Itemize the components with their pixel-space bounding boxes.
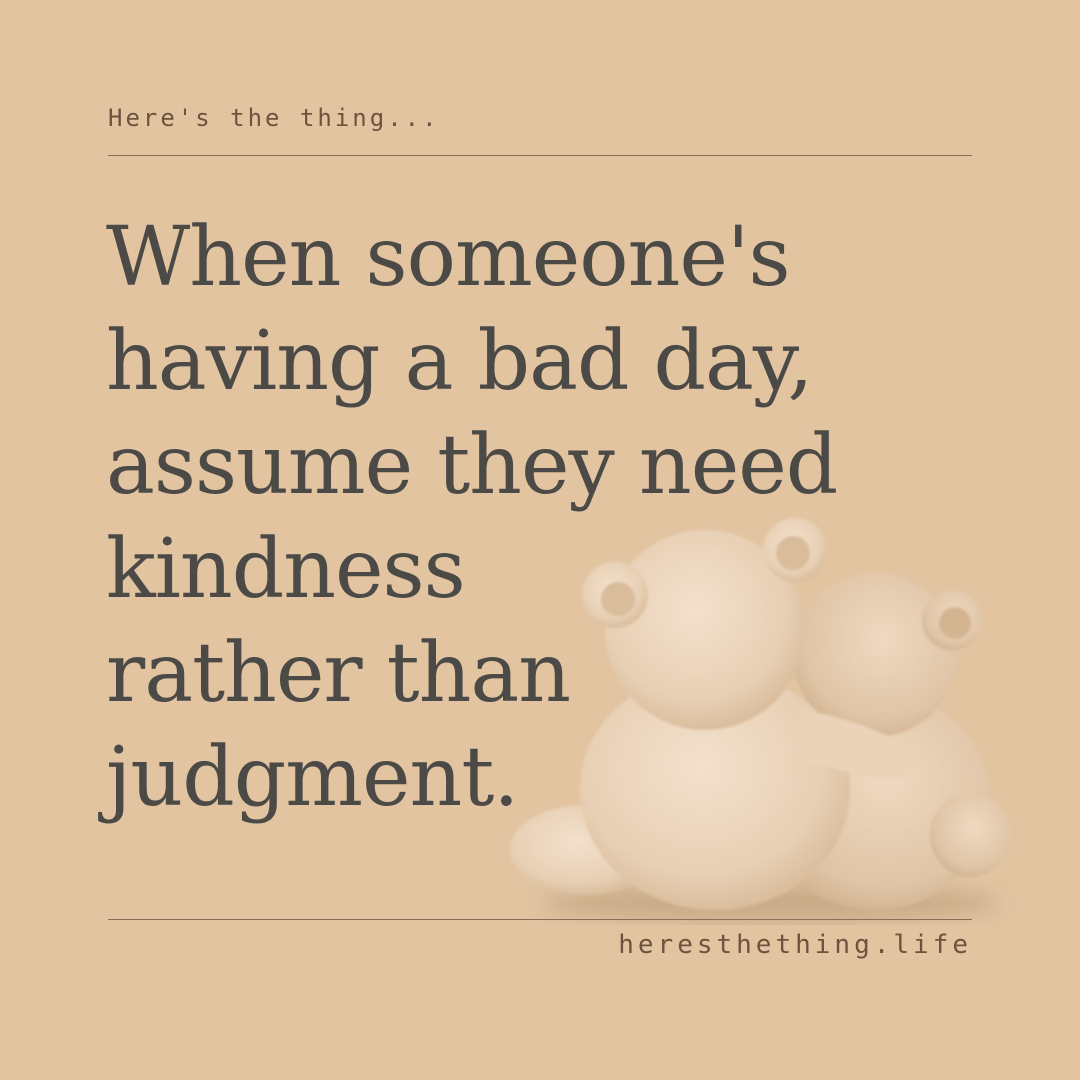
- website-link[interactable]: heresthething.life: [618, 930, 972, 960]
- kicker-text: Here's the thing...: [108, 104, 440, 132]
- quote-line: assume they need: [106, 418, 838, 513]
- quote-line: kindness: [106, 522, 465, 617]
- teddy-bears-illustration: [500, 505, 1020, 925]
- quote-line: having a bad day,: [106, 314, 813, 409]
- quote-line: judgment.: [106, 730, 519, 825]
- top-divider: [108, 155, 972, 156]
- bottom-divider: [108, 919, 972, 920]
- quote-line: rather than: [106, 626, 571, 721]
- quote-line: When someone's: [106, 210, 790, 305]
